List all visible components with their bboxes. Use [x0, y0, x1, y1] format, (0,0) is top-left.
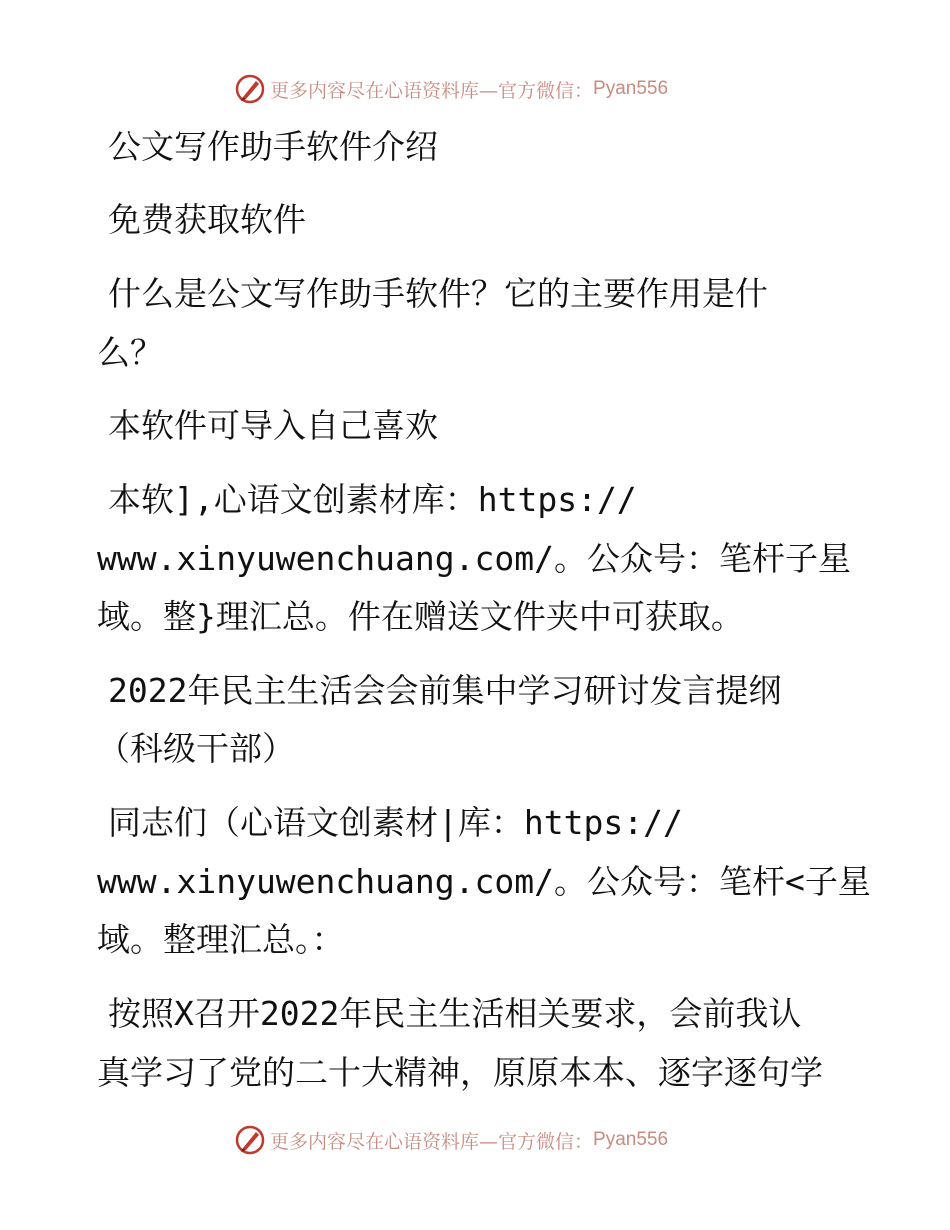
text-line: 本软件可导入自己喜欢	[108, 406, 438, 445]
quill-pen-logo-icon	[234, 1124, 266, 1156]
text-line: （科级干部）	[97, 729, 295, 768]
text-line: 真学习了党的二十大精神，原原本本、逐字逐句学	[97, 1053, 823, 1092]
text-line: 同志们（心语文创素材|库：https://	[108, 803, 683, 842]
header-watermark-text: 更多内容尽在心语资料库—官方微信：	[270, 79, 594, 102]
header-watermark	[234, 72, 714, 106]
header-watermark-wechat: Pyan556	[593, 78, 669, 99]
text-line: 域。整}理汇总。件在赠送文件夹中可获取。	[97, 597, 744, 636]
text-line: 本软],心语文创素材库：https://	[108, 480, 637, 519]
text-line: www.xinyuwenchuang.com/。公众号：笔杆<子星	[97, 862, 871, 901]
text-line: 2022年民主生活会会前集中学习研讨发言提纲	[108, 671, 782, 710]
footer-watermark-text: 更多内容尽在心语资料库—官方微信：	[270, 1130, 594, 1153]
text-line: 免费获取软件	[108, 200, 306, 239]
footer-watermark-wechat: Pyan556	[593, 1129, 669, 1150]
text-line: 什么是公文写作助手软件？它的主要作用是什	[108, 274, 768, 313]
text-line: 按照X召开2022年民主生活相关要求，会前我认	[108, 994, 802, 1033]
text-line: www.xinyuwenchuang.com/。公众号：笔杆子星	[97, 539, 851, 578]
text-line: 么？	[97, 333, 163, 372]
footer-watermark	[234, 1123, 714, 1157]
text-line: 公文写作助手软件介绍	[108, 127, 438, 166]
text-line: 域。整理汇总。：	[97, 920, 345, 959]
quill-pen-logo-icon	[234, 73, 266, 105]
